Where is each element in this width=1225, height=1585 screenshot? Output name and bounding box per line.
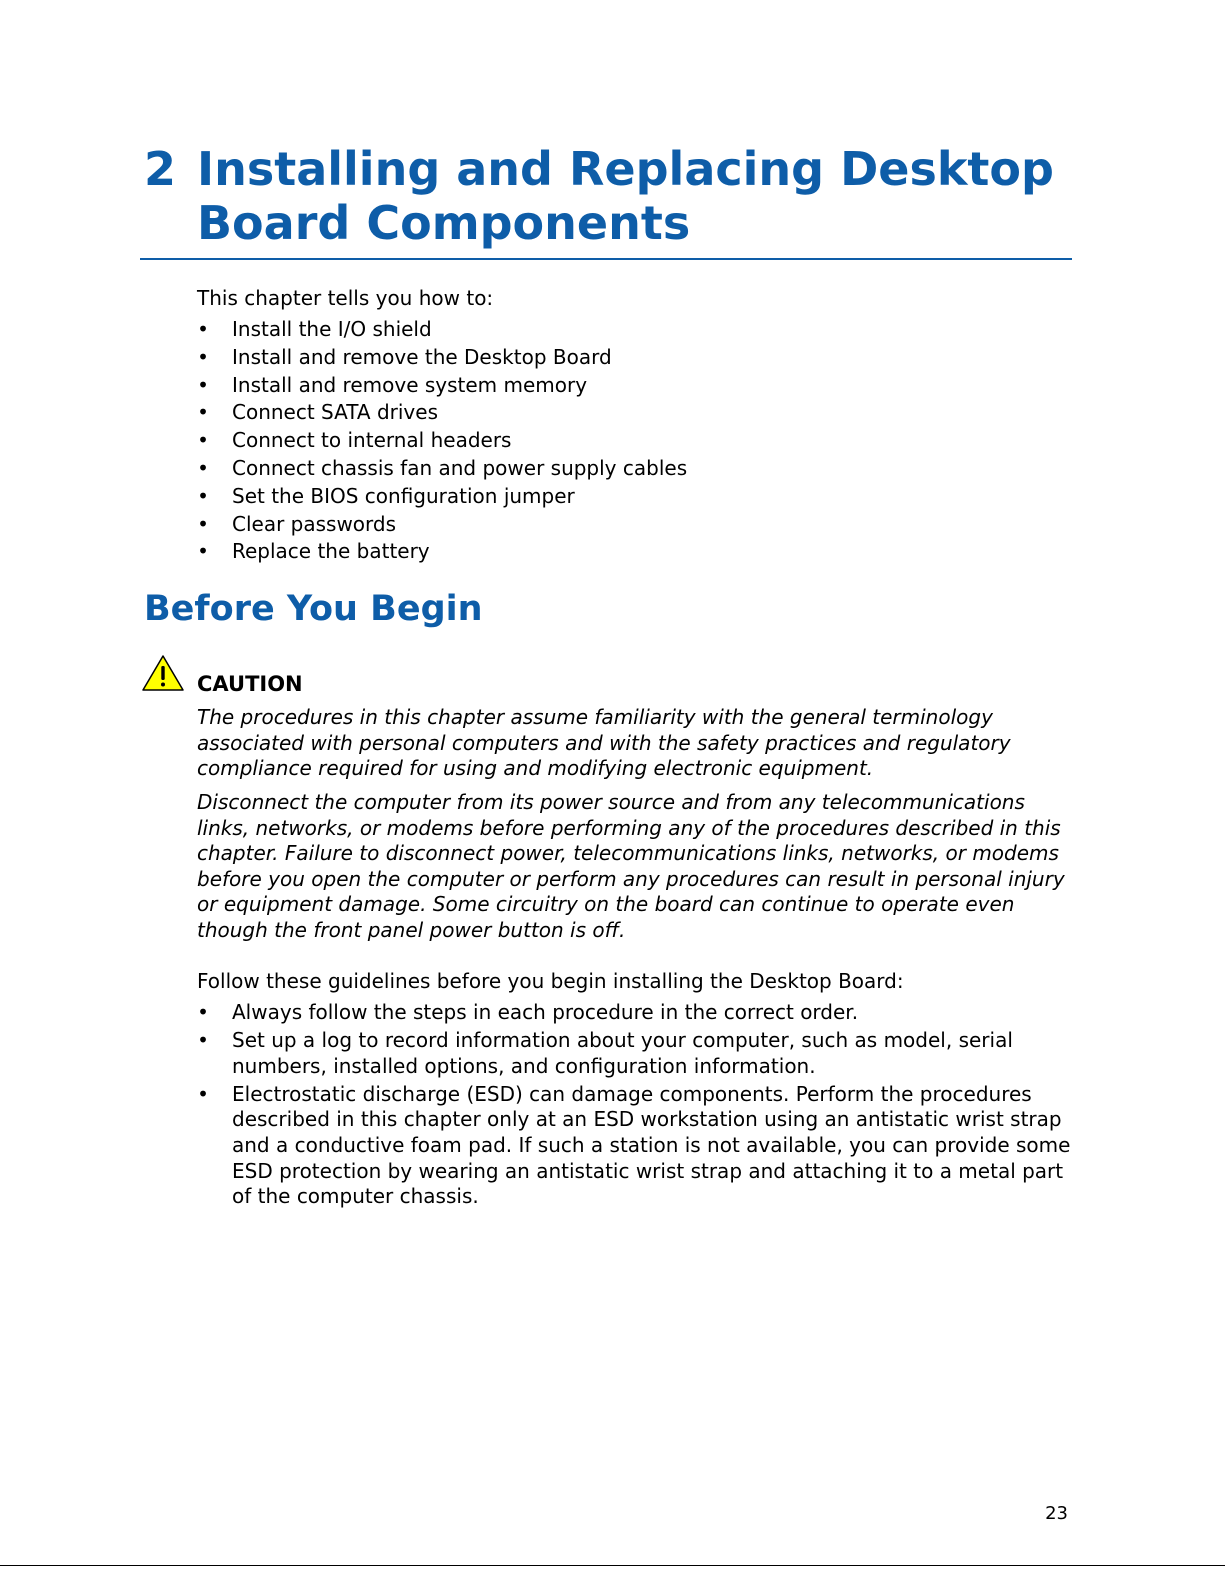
bullet-icon: •	[197, 511, 209, 536]
chapter-number: 2	[144, 142, 177, 196]
guidelines-intro: Follow these guidelines before you begin installing the Desktop Board:	[197, 969, 904, 993]
list-item: • Set the BIOS configuration jumper	[197, 483, 687, 511]
task-list	[197, 316, 687, 566]
bullet-icon: •	[197, 539, 209, 564]
caution-label: CAUTION	[197, 672, 303, 696]
bullet-icon: •	[197, 1028, 209, 1053]
bullet-icon: •	[197, 372, 209, 397]
list-item: • Electrostatic discharge (ESD) can damage components. Perform the procedures described in this chapter only at an ESD workstation using an antistatic wrist strap and a conductive foam pad. If such a station is not available, you can provide some ESD protection by wearing an antistatic wrist strap and attaching it to a metal part of the computer chassis.	[197, 1081, 1071, 1209]
bullet-icon: •	[197, 483, 209, 508]
list-item: • Connect SATA drives	[197, 399, 687, 427]
list-item: • Connect chassis fan and power supply cables	[197, 455, 687, 483]
caution-paragraph: The procedures in this chapter assume familiarity with the general terminology associated with personal computers and with the safety practices and regulatory compliance required for using and modifying electronic equipment.	[197, 705, 1011, 781]
bullet-icon: •	[197, 428, 209, 453]
page-bottom-divider	[0, 1565, 1225, 1566]
bullet-icon: •	[197, 1000, 209, 1024]
chapter-title	[144, 142, 1074, 250]
list-item: • Install and remove system memory	[197, 372, 687, 400]
bullet-icon: •	[197, 400, 209, 425]
list-item: • Always follow the steps in each procedure in the correct order.	[197, 1000, 859, 1024]
caution-paragraph: Disconnect the computer from its power source and from any telecommunications links, networks, or modems before performing any of the procedures described in this chapter. Failure to disconnect power, telecommunications links, networks, or modems before you open the computer or perform any procedures can result in personal injury or equipment damage. Some circuitry on the board can continue to operate even though the front panel power button is off.	[197, 790, 1065, 942]
page-number: 23	[1045, 1503, 1068, 1524]
list-item: • Clear passwords	[197, 511, 687, 539]
bullet-icon: •	[197, 1081, 209, 1106]
section-heading: Before You Begin	[144, 589, 483, 629]
bullet-icon: •	[197, 317, 209, 341]
title-divider	[140, 258, 1072, 260]
list-item: • Set up a log to record information about your computer, such as model, serial numbers, installed options, and configuration information.	[197, 1028, 1013, 1078]
warning-triangle-icon	[141, 654, 185, 692]
guidelines-list	[197, 1000, 1077, 1212]
chapter-title-text: Installing and Replacing Desktop Board Components	[197, 142, 1054, 250]
intro-text: This chapter tells you how to:	[197, 286, 494, 310]
bullet-icon: •	[197, 455, 209, 480]
list-item: • Install the I/O shield	[197, 316, 687, 344]
list-item: • Connect to internal headers	[197, 427, 687, 455]
bullet-icon: •	[197, 344, 209, 369]
list-item: • Replace the battery	[197, 538, 687, 566]
list-item: • Install and remove the Desktop Board	[197, 344, 687, 372]
